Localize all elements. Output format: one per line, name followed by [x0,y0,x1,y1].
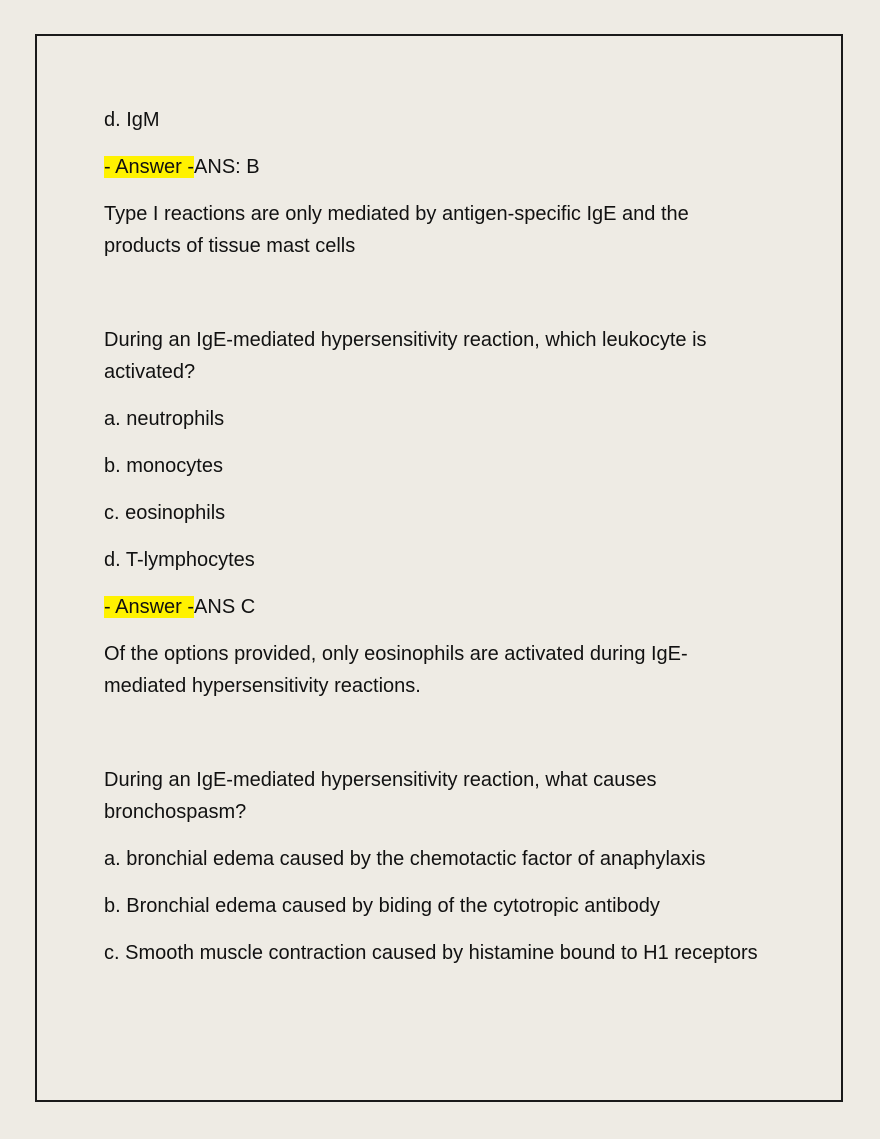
question-3-option-b: b. Bronchial edema caused by biding of the cytotropic antibody [104,895,660,917]
answer-label-highlight: - Answer - [104,596,195,618]
question-2-option-b: b. monocytes [104,455,223,477]
option-d-prev-question: d. IgM [104,109,160,131]
document-content [104,104,764,984]
answer-value: ANS C [194,596,256,618]
answer-label-highlight: - Answer - [104,156,195,178]
answer-value: ANS: B [194,156,260,178]
spacer [104,717,764,764]
question-2-option-c: c. eosinophils [104,502,226,524]
question-3-option-a: a. bronchial edema caused by the chemotactic factor of anaphylaxis [104,848,706,870]
rationale-2: Of the options provided, only eosinophils are activated during IgE-mediated hypersensitivity reactions. [104,643,688,697]
question-2-stem: During an IgE-mediated hypersensitivity reaction, which leukocyte is activated? [104,329,707,383]
spacer [104,277,764,324]
question-3-stem: During an IgE-mediated hypersensitivity reaction, what causes bronchospasm? [104,769,657,823]
question-2-option-a: a. neutrophils [104,408,225,430]
rationale-1: Type I reactions are only mediated by antigen-specific IgE and the products of tissue mast cells [104,203,689,257]
answer-line-2 [104,591,764,623]
answer-line-1 [104,151,764,183]
question-2-option-d: d. T-lymphocytes [104,549,255,571]
question-3-option-c: c. Smooth muscle contraction caused by histamine bound to H1 receptors [104,942,758,964]
